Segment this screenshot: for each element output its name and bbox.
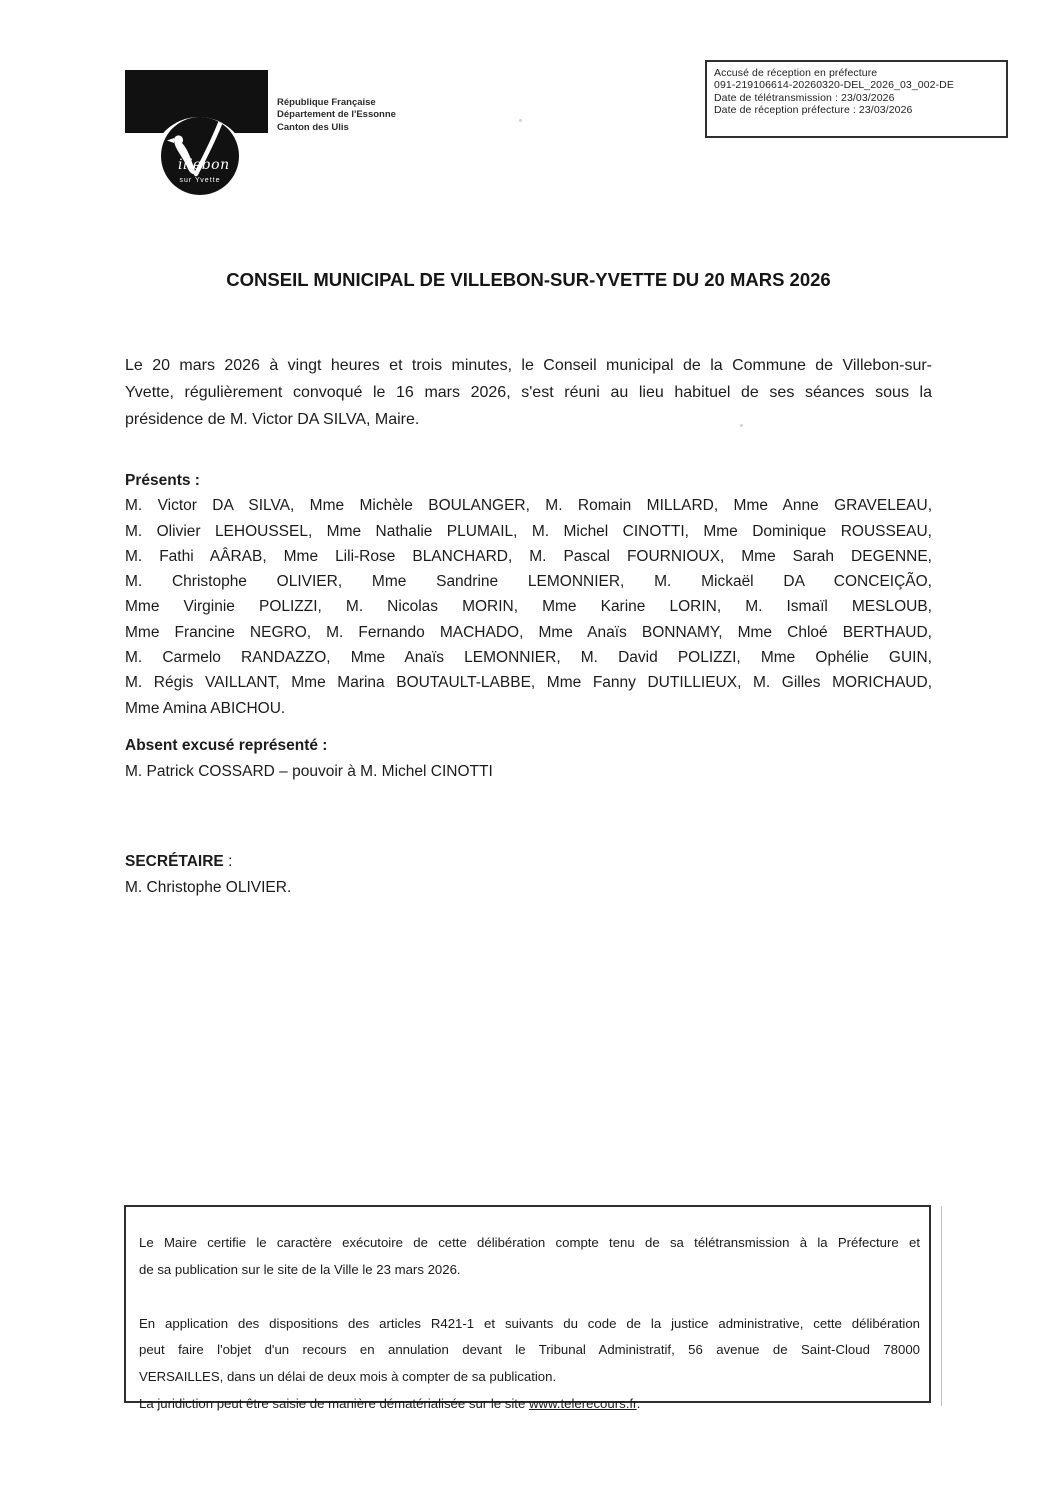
absent-heading: Absent excusé représenté :	[125, 737, 328, 754]
republic-line-2: Département de l'Essonne	[277, 109, 396, 121]
stamp-line-3: Date de télétransmission : 23/03/2026	[714, 91, 895, 104]
secretary-line: M. Christophe OLIVIER.	[125, 879, 292, 896]
certification-para-1	[139, 1230, 920, 1284]
intro-line: présidence de M. Victor DA SILVA, Maire.	[125, 411, 420, 428]
intro-line: Le 20 mars 2026 à vingt heures et trois minutes, le Conseil municipal de la Commune de Villebon-sur-	[125, 357, 932, 374]
certification-line: En application des dispositions des articles R421-1 et suivants du code de la justice administrative, cette délibération	[139, 1315, 920, 1331]
republic-line-1: République Française	[277, 97, 376, 108]
logo-circle	[161, 117, 239, 195]
secretary-heading: SECRÉTAIRE	[125, 853, 224, 870]
presents-line: M. Victor DA SILVA, Mme Michèle BOULANGER, M. Romain MILLARD, Mme Anne GRAVELEAU,	[125, 497, 932, 515]
absent-section	[125, 733, 932, 785]
prefecture-stamp-box	[705, 60, 1008, 138]
secretary-heading-row	[125, 849, 932, 875]
presents-line: M. Fathi AÂRAB, Mme Lili-Rose BLANCHARD, M. Pascal FOURNIOUX, Mme Sarah DEGENNE,	[125, 547, 932, 565]
presents-line: Mme Amina ABICHOU.	[125, 699, 286, 717]
secretary-colon: :	[223, 853, 233, 870]
certification-line: peut faire l'objet d'un recours en annulation devant le Tribunal Administratif, 56 avenue de Saint-Cloud 78000	[139, 1342, 920, 1358]
certification-line: VERSAILLES, dans un délai de deux mois à compter de sa publication.	[139, 1369, 557, 1385]
logo-script-text: illebon	[178, 157, 230, 173]
presents-section	[125, 468, 932, 721]
presents-line: M. Olivier LEHOUSSEL, Mme Nathalie PLUMAIL, M. Michel CINOTTI, Mme Dominique ROUSSEAU,	[125, 522, 932, 540]
certification-line: Le Maire certifie le caractère exécutoire de cette délibération compte tenu de sa télétransmission à la Préfecture et	[139, 1235, 920, 1250]
telerecours-link[interactable]: www.telerecours.fr	[528, 1395, 637, 1411]
town-logo	[125, 70, 268, 198]
scan-artifact-line	[941, 1206, 942, 1406]
presents-line: M. Christophe OLIVIER, Mme Sandrine LEMONNIER, M. Mickaël DA CONCEIÇÃO,	[125, 573, 932, 591]
scan-speck	[519, 119, 522, 122]
logo-sub-text: sur Yvette	[179, 177, 221, 184]
certification-para-3	[139, 1391, 920, 1418]
republic-lines	[277, 97, 396, 134]
absent-line: M. Patrick COSSARD – pouvoir à M. Michel CINOTTI	[125, 763, 493, 780]
certification-box	[124, 1205, 931, 1411]
republic-line-3: Canton des Ulis	[277, 121, 349, 133]
stamp-line-2: 091-219106614-20260320-DEL_2026_03_002-DE	[714, 79, 954, 92]
presents-heading: Présents :	[125, 472, 200, 489]
stamp-line-1: Accusé de réception en préfecture	[714, 67, 878, 79]
intro-paragraph	[125, 352, 932, 433]
certification-line: de sa publication sur le site de la Ville le 23 mars 2026.	[139, 1261, 461, 1277]
page-title: CONSEIL MUNICIPAL DE VILLEBON-SUR-YVETTE DU 20 MARS 2026	[226, 269, 831, 290]
presents-line: M. Régis VAILLANT, Mme Marina BOUTAULT-LABBE, Mme Fanny DUTILLIEUX, M. Gilles MORICHAUD,	[125, 674, 932, 692]
presents-line: Mme Francine NEGRO, M. Fernando MACHADO, Mme Anaïs BONNAMY, Mme Chloé BERTHAUD,	[125, 623, 932, 641]
stamp-line-4: Date de réception préfecture : 23/03/2026	[714, 104, 913, 117]
certification-para-2	[139, 1311, 920, 1391]
intro-line: Yvette, régulièrement convoqué le 16 mars 2026, s'est réuni au lieu habituel de ses séances sous la	[125, 384, 932, 401]
presents-line: M. Carmelo RANDAZZO, Mme Anaïs LEMONNIER, M. David POLIZZI, Mme Ophélie GUIN,	[125, 649, 932, 667]
secretary-section	[125, 849, 932, 901]
jurisdiction-period: .	[636, 1395, 641, 1411]
jurisdiction-text: La juridiction peut être saisie de manière dématérialisée sur le site	[139, 1395, 529, 1411]
presents-line: Mme Virginie POLIZZI, M. Nicolas MORIN, Mme Karine LORIN, M. Ismaïl MESLOUB,	[125, 598, 932, 616]
scan-speck	[740, 424, 743, 427]
